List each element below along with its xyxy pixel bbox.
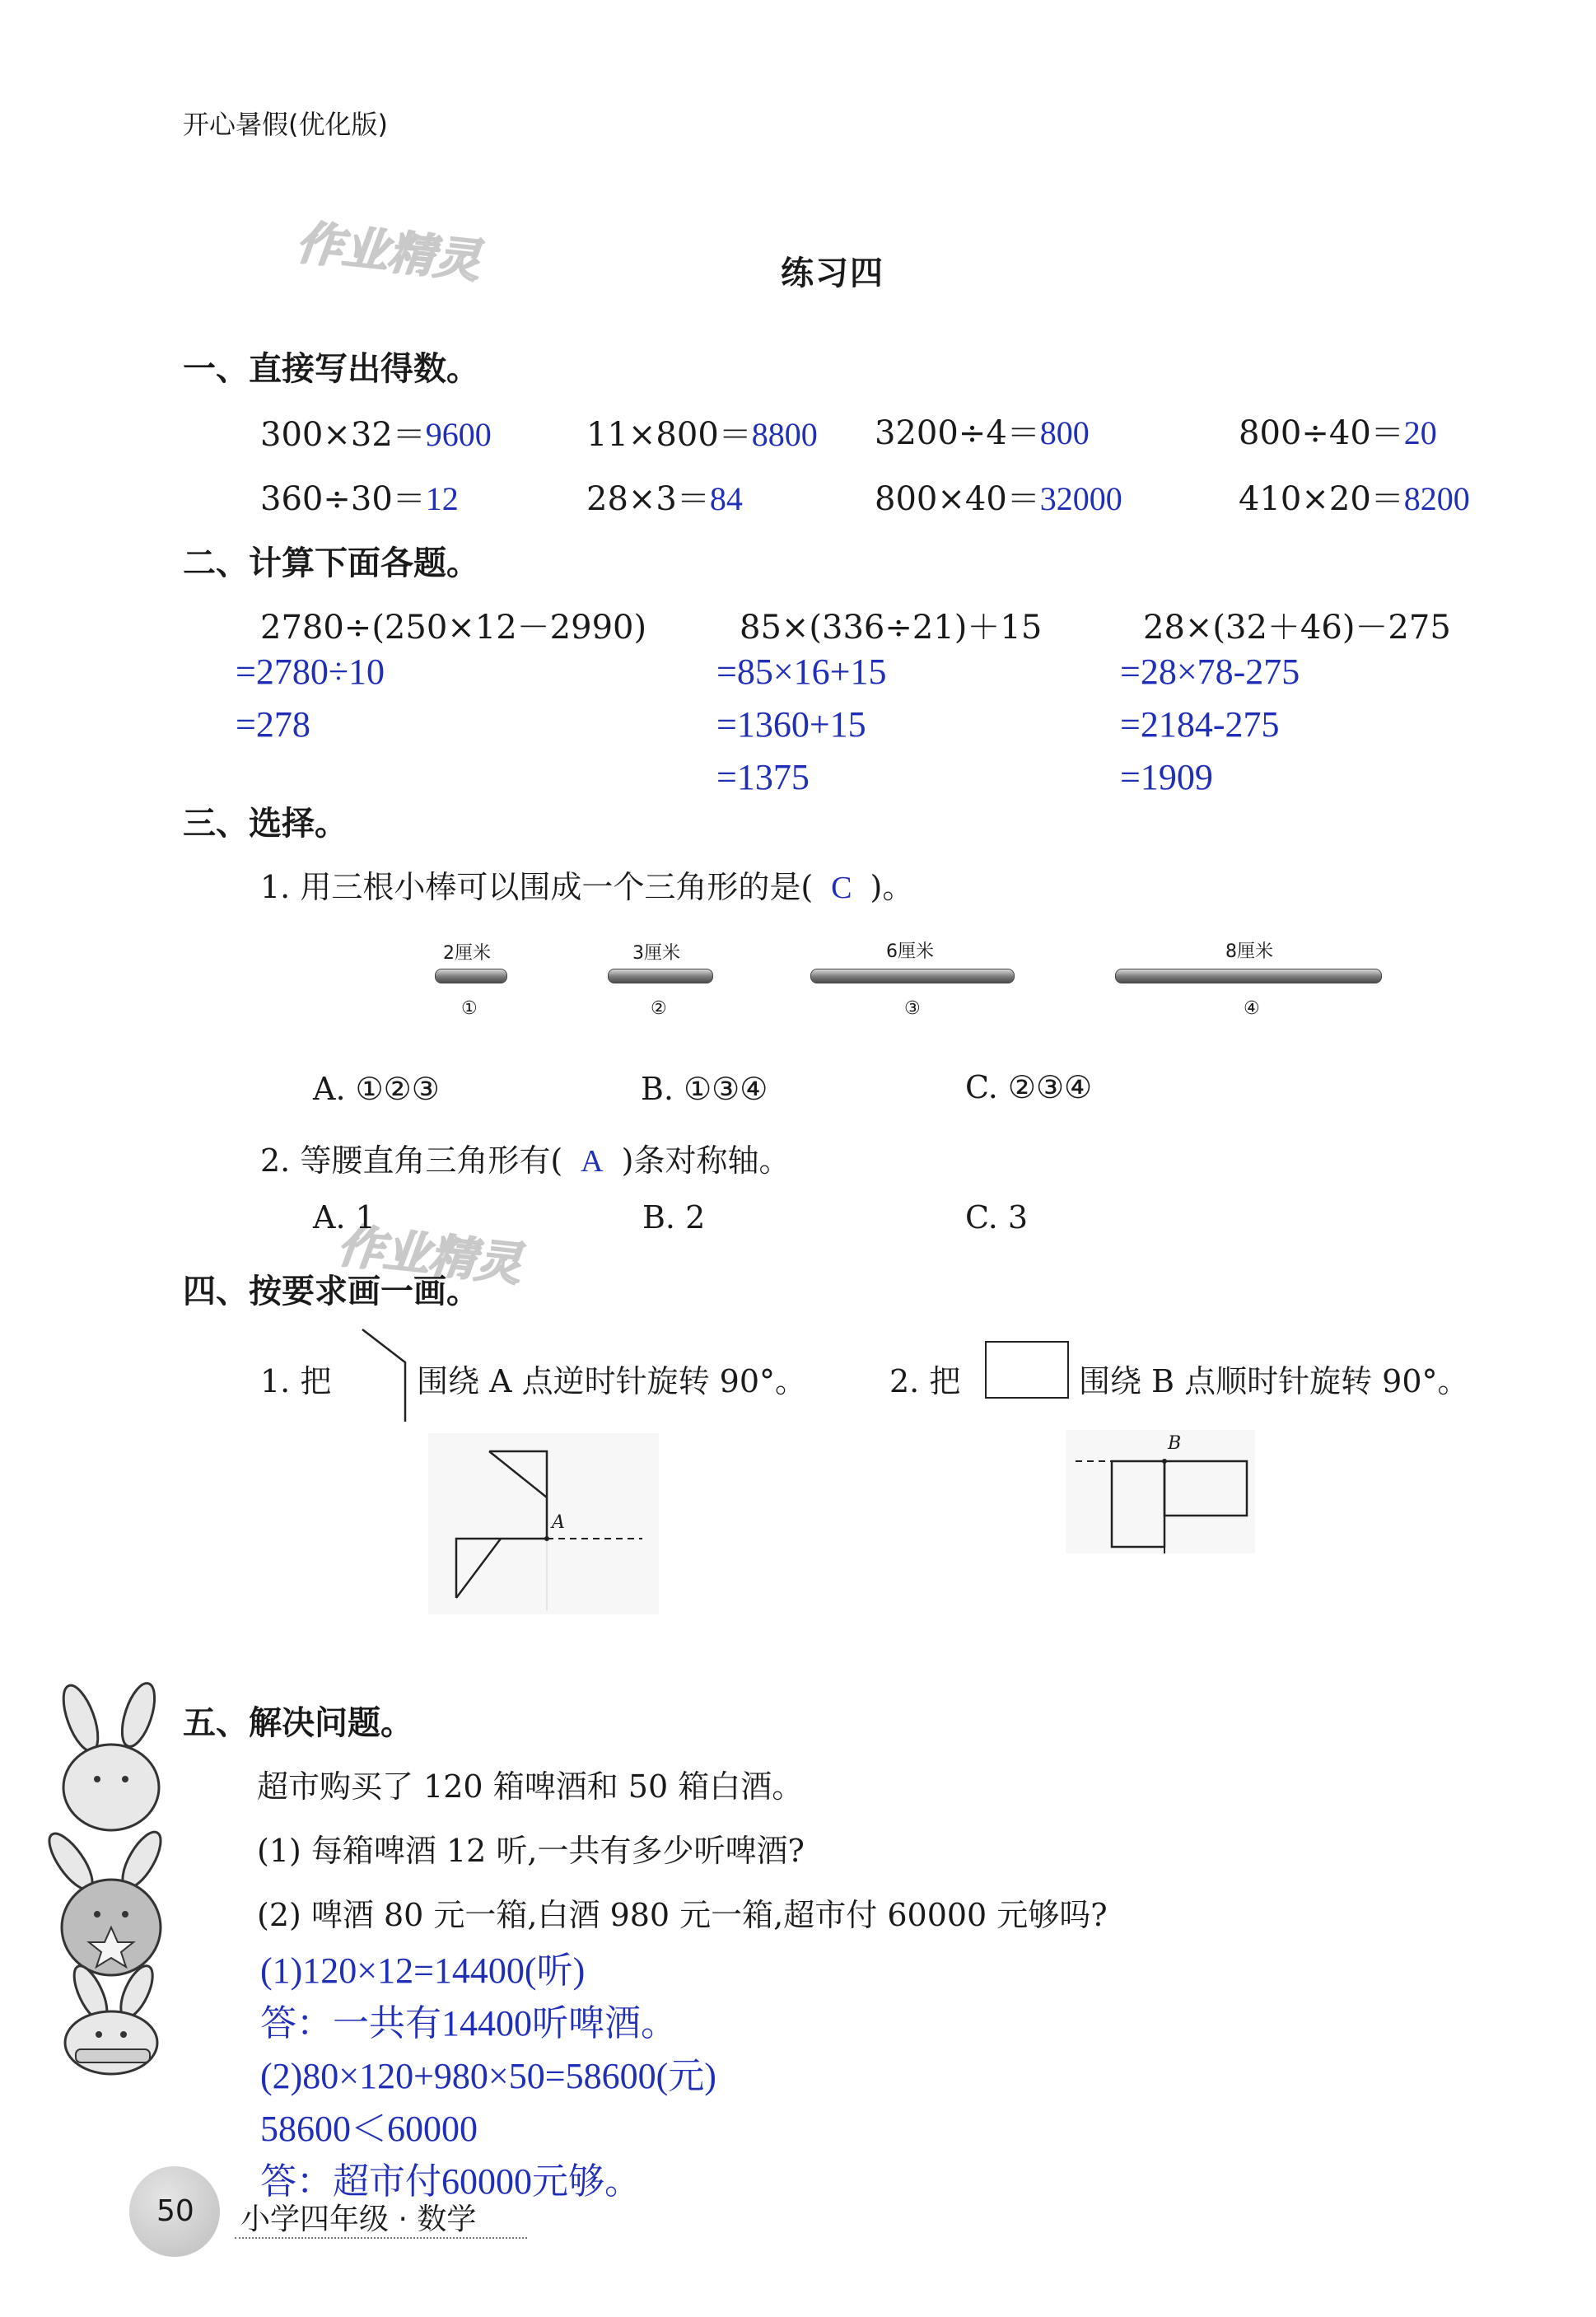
calc-item-8: 410×20＝8200 [1239, 480, 1470, 518]
stick-3 [810, 969, 1015, 983]
solution-line-5: 答：超市付60000元够。 [260, 2161, 641, 2202]
section2-heading: 二、计算下面各题。 [183, 544, 479, 582]
page-number: 50 [156, 2194, 194, 2228]
point-a-label: A [552, 1512, 565, 1533]
stick-num-4: ④ [1244, 998, 1260, 1019]
solution-line-1: (1)120×12=14400(听) [260, 1950, 586, 1991]
stick-label-4: 8厘米 [1225, 941, 1273, 962]
calc-answer: 8200 [1403, 480, 1470, 517]
section1-heading: 一、直接写出得数。 [183, 350, 479, 388]
calc-item-6: 28×3＝84 [586, 480, 743, 518]
expr-problem-3: 28×(32＋46)－275 [1143, 609, 1451, 647]
expr-step: =1360+15 [716, 704, 866, 745]
draw-question-1-prefix: 1. 把 [260, 1363, 332, 1399]
calc-answer: 800 [1039, 414, 1090, 451]
stick-4 [1115, 969, 1382, 983]
footer-divider [235, 2237, 527, 2239]
solution-line-4: 58600＜60000 [260, 2109, 478, 2149]
section3-heading: 三、选择。 [183, 805, 348, 843]
footer-subject: 小学四年级 · 数学 [240, 2203, 477, 2236]
rotation-drawing-b [1066, 1430, 1255, 1553]
stick-2 [608, 969, 713, 983]
expr-step: =1909 [1120, 757, 1213, 797]
choice-question-1: 1. 用三根小棒可以围成一个三角形的是( C )。 [260, 869, 914, 905]
problem-line-2: (1) 每箱啤酒 12 听,一共有多少听啤酒? [257, 1833, 805, 1869]
choice-answer-1: C [831, 871, 852, 905]
draw-question-2-prefix: 2. 把 [889, 1363, 961, 1399]
calc-item-2: 11×800＝8800 [586, 416, 818, 454]
choice-option: C. 3 [965, 1199, 1029, 1236]
section5-heading: 五、解决问题。 [183, 1704, 413, 1742]
choice-option: B. ①③④ [641, 1071, 768, 1107]
stick-num-3: ③ [904, 998, 921, 1019]
expr-step: =278 [236, 704, 310, 745]
page-header: 开心暑假(优化版) [183, 109, 388, 140]
expr-problem-1: 2780÷(250×12－2990) [260, 609, 647, 647]
rotation-drawing-a [428, 1433, 659, 1614]
solution-line-3: (2)80×120+980×50=58600(元) [260, 2056, 716, 2096]
stick-label-1: 2厘米 [443, 943, 491, 964]
rectangle-shape-icon [985, 1341, 1069, 1399]
draw-question-1-suffix: 围绕 A 点逆时针旋转 90°。 [417, 1363, 807, 1399]
section4-heading: 四、按要求画一画。 [183, 1273, 479, 1310]
page-title: 练习四 [781, 255, 884, 292]
expr-problem-2: 85×(336÷21)＋15 [740, 609, 1043, 647]
problem-line-1: 超市购买了 120 箱啤酒和 50 箱白酒。 [257, 1768, 804, 1805]
calc-answer: 9600 [425, 416, 492, 453]
calc-answer: 20 [1403, 414, 1437, 451]
calc-answer: 84 [709, 480, 743, 517]
calc-item-7: 800×40＝32000 [875, 480, 1122, 518]
triangle-shape-icon [359, 1326, 408, 1425]
calc-item-5: 360÷30＝12 [260, 480, 459, 518]
watermark-top: 作业精灵 [293, 216, 483, 289]
choice-option: A. ①②③ [313, 1071, 440, 1107]
solution-line-2: 答：一共有14400听啤酒。 [260, 2003, 677, 2044]
stick-label-2: 3厘米 [632, 943, 680, 964]
problem-line-3: (2) 啤酒 80 元一箱,白酒 980 元一箱,超市付 60000 元够吗? [257, 1897, 1108, 1933]
calc-item-4: 800÷40＝20 [1239, 414, 1437, 452]
choice-question-2: 2. 等腰直角三角形有( A )条对称轴。 [260, 1142, 791, 1179]
point-b-label: B [1168, 1433, 1182, 1454]
calc-answer: 32000 [1039, 480, 1122, 517]
stick-num-2: ② [651, 998, 667, 1019]
bunny-illustration-icon [33, 1680, 181, 2076]
expr-step: =1375 [716, 757, 810, 797]
calc-item-3: 3200÷4＝800 [875, 414, 1090, 452]
calc-answer: 12 [425, 480, 459, 517]
choice-option: C. ②③④ [965, 1069, 1093, 1105]
choice-option: B. 2 [642, 1199, 706, 1236]
stick-num-1: ① [461, 998, 478, 1019]
watermark-middle: 作业精灵 [334, 1219, 525, 1292]
choice-answer-2: A [581, 1144, 604, 1179]
stick-label-3: 6厘米 [886, 941, 934, 962]
expr-step: =2780÷10 [236, 652, 385, 692]
choice-option: A. 1 [313, 1199, 376, 1236]
expr-step: =2184-275 [1120, 704, 1280, 745]
calc-answer: 8800 [751, 416, 818, 453]
draw-question-2-suffix: 围绕 B 点顺时针旋转 90°。 [1079, 1363, 1469, 1399]
expr-step: =85×16+15 [716, 652, 887, 692]
expr-step: =28×78-275 [1120, 652, 1300, 692]
calc-item-1: 300×32＝9600 [260, 416, 492, 454]
stick-1 [435, 969, 507, 983]
